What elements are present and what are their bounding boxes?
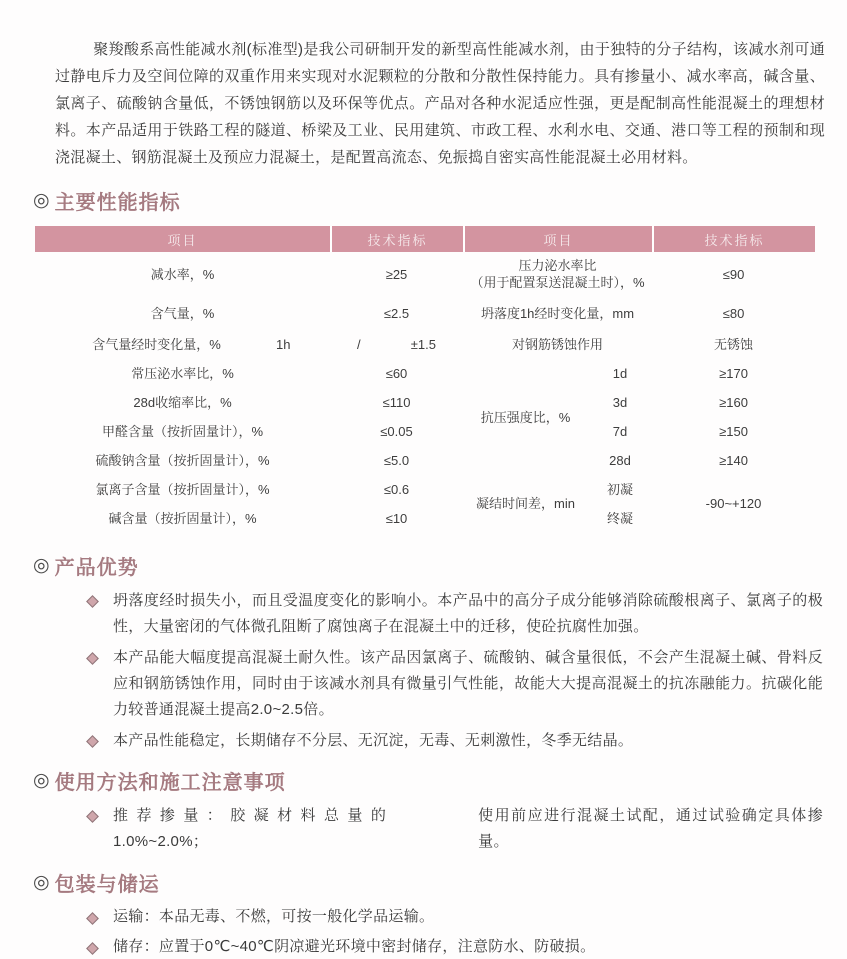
advantage-text: 坍落度经时损失小，而且受温度变化的影响小。本产品中的高分子成分能够消除硫酸根离子、氯离子的极性，大量密闭的气体微孔阻断了腐蚀离子在混凝土中的迁移，使砼抗腐性加强。 (113, 592, 823, 635)
cell-age: 3d (612, 395, 628, 411)
diamond-bullet-icon (86, 942, 99, 955)
cell-value: ≥160 (719, 395, 748, 411)
cell-value: ≥25 (385, 266, 408, 282)
advantages-list (88, 588, 823, 754)
cell-value: ≥150 (719, 424, 748, 440)
section-title-packaging: 包装与储运 (54, 874, 160, 896)
diamond-bullet-icon (86, 810, 99, 823)
document-page (0, 36, 847, 955)
section-marker-icon: ◎ (33, 190, 50, 211)
cell-age: 初凝 (607, 482, 634, 498)
table-header-row (35, 226, 815, 252)
list-item (88, 905, 823, 929)
table-row (35, 447, 815, 476)
section-title-usage: 使用方法和施工注意事项 (54, 772, 286, 794)
cell-item: 减水率，% (150, 266, 215, 282)
cell-value-slash: / (357, 337, 361, 353)
table-row (35, 360, 815, 389)
table-row (35, 298, 815, 331)
cell-value-number: ±1.5 (410, 337, 436, 353)
storage-text: 储存：应置于0℃~40℃阴凉避光环境中密封储存，注意防水、防破损。 (113, 938, 596, 955)
cell-age: 7d (612, 424, 628, 440)
cell-item: 甲醛含量（按折固量计），% (101, 424, 264, 440)
cell-item: 硫酸钠含量（按折固量计），% (95, 453, 270, 469)
cell-item: 含气量，% (150, 306, 215, 322)
advantage-text: 本产品能大幅度提高混凝土耐久性。该产品因氯离子、硫酸钠、碱含量很低，不会产生混凝土碱、骨料反应和钢筋锈蚀作用，同时由于该减水剂具有微量引气性能，故能大大提高混凝土的抗冻融能力。抗碳化能力较普通混凝土提高2.0~2.5倍。 (113, 649, 823, 718)
intro-paragraph: 聚羧酸系高性能减水剂(标准型)是我公司研制开发的新型高性能减水剂，由于独特的分子结构，该减水剂可通过静电斥力及空间位障的双重作用来实现对水泥颗粒的分散和分散性保持能力。具有掺量小、减水率高，碱含量、氯离子、硫酸钠含量低，不锈蚀钢筋以及环保等优点。产品对各种水泥适应性强，更是配制高性能混凝土的理想材料。本产品适用于铁路工程的隧道、桥梁及工业、民用建筑、市政工程、水利水电、交通、港口等工程的预制和现浇混凝土、钢筋混凝土及预应力混凝土，是配置高流态、免振捣自密实高性能混凝土必用材料。 (55, 41, 825, 166)
cell-value: ≤0.05 (380, 424, 413, 440)
cell-item-line2: （用于配置泵送混凝土时），% (470, 275, 645, 290)
section-heading-performance (33, 186, 847, 215)
cell-age: 28d (609, 453, 631, 469)
cell-value: ≤0.6 (383, 482, 410, 498)
list-item (88, 803, 823, 855)
section-marker-icon: ◎ (33, 872, 50, 893)
cell-item: 28d收缩率比，% (133, 395, 232, 411)
cell-value: ≥140 (719, 453, 748, 469)
section-marker-icon: ◎ (33, 555, 50, 576)
cell-item (463, 252, 652, 298)
diamond-bullet-icon (86, 735, 99, 748)
section-marker-icon: ◎ (33, 770, 50, 791)
table-row (35, 331, 815, 360)
dosage-recommendation: 推荐掺量：胶凝材料总量的1.0%~2.0%； (113, 807, 387, 850)
section-title-advantages: 产品优势 (54, 557, 139, 579)
list-item (88, 728, 823, 754)
cell-item-merged: 凝结时间差，min (476, 496, 575, 512)
cell-value: ≤60 (385, 366, 408, 382)
cell-value: ≤10 (385, 510, 408, 526)
diamond-bullet-icon (86, 652, 99, 665)
list-item (88, 588, 823, 640)
cell-value: ≤5.0 (383, 453, 410, 469)
diamond-bullet-icon (86, 595, 99, 608)
header-item-left: 项目 (35, 226, 330, 252)
cell-item (35, 331, 330, 360)
usage-list (88, 803, 823, 855)
cell-item-label: 含气量经时变化量，% (92, 337, 221, 353)
list-item (88, 645, 823, 723)
cell-value: 无锈蚀 (714, 337, 754, 353)
header-indicator-right: 技术指标 (652, 226, 815, 252)
table-row (35, 418, 815, 447)
cell-value: ≤80 (722, 306, 745, 322)
cell-item: 坍落度1h经时变化量，mm (480, 306, 635, 322)
cell-item: 碱含量（按折固量计），% (108, 510, 257, 526)
list-item (88, 935, 823, 959)
cell-value: ≤2.5 (383, 306, 410, 322)
spacer (386, 803, 478, 855)
usage-text (113, 803, 823, 855)
cell-value (330, 331, 463, 360)
cell-age: 终凝 (607, 510, 634, 526)
diamond-bullet-icon (86, 912, 99, 925)
cell-age: 1d (612, 366, 628, 382)
cell-value: ≤90 (722, 266, 745, 282)
cell-item-line1: 压力泌水率比 (518, 258, 597, 274)
performance-spec-table (35, 226, 815, 533)
cell-value-merged: -90~+120 (705, 496, 762, 512)
header-item-right: 项目 (463, 226, 652, 252)
section-heading-advantages (33, 551, 847, 580)
section-heading-packaging (33, 868, 847, 897)
table-row (35, 252, 815, 298)
section-heading-usage (33, 766, 847, 795)
cell-value: ≥170 (719, 366, 748, 382)
advantage-text: 本产品性能稳定，长期储存不分层、无沉淀，无毒、无刺激性，冬季无结晶。 (113, 732, 634, 749)
packaging-list (88, 905, 823, 959)
cell-item-merged: 抗压强度比，% (480, 409, 571, 425)
cell-item: 对钢筋锈蚀作用 (512, 337, 604, 353)
section-title-performance: 主要性能指标 (54, 192, 181, 214)
trial-mix-note: 使用前应进行混凝土试配，通过试验确定具体掺量。 (478, 807, 823, 850)
transport-text: 运输：本品无毒、不燃，可按一般化学品运输。 (113, 908, 435, 925)
cell-item: 常压泌水率比，% (131, 366, 234, 382)
cell-item-time: 1h (276, 337, 291, 353)
table-row (35, 389, 815, 418)
table-row (35, 476, 815, 505)
header-indicator-left: 技术指标 (330, 226, 463, 252)
cell-value: ≤110 (382, 395, 411, 411)
cell-item: 氯离子含量（按折固量计），% (95, 482, 270, 498)
